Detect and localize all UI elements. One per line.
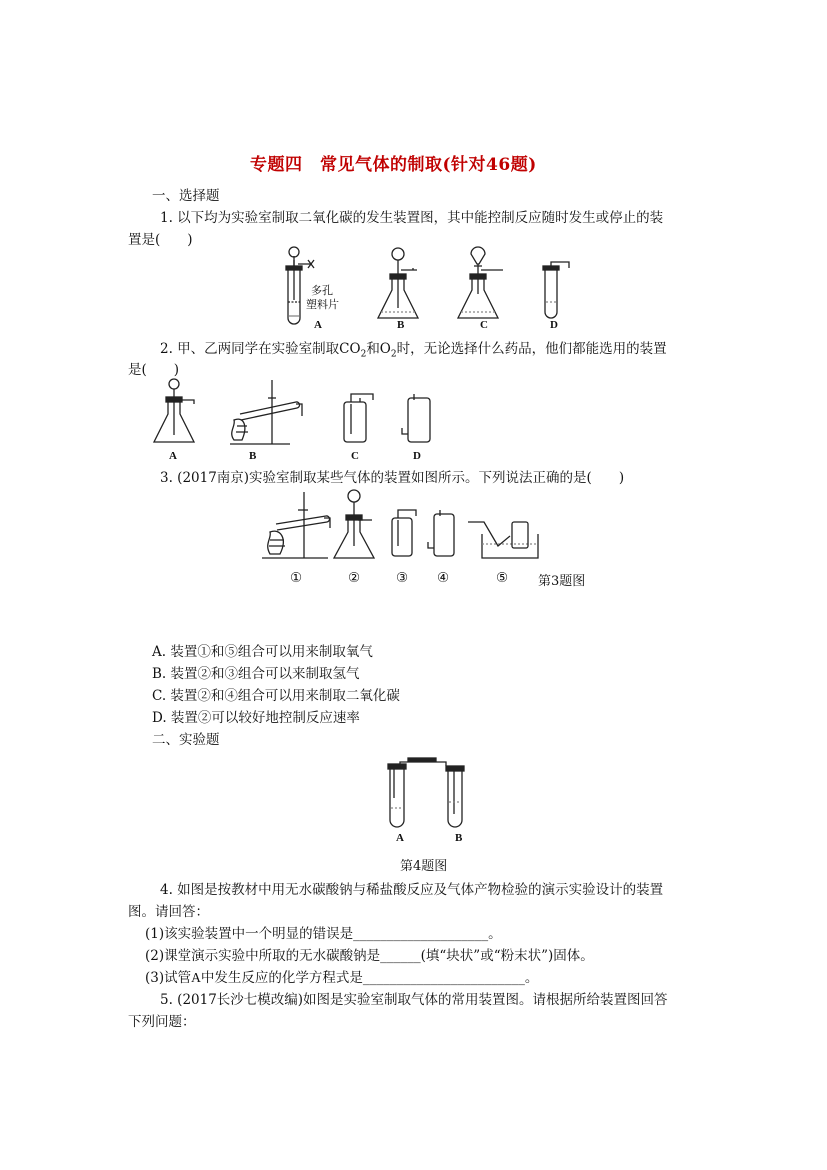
q2-label-d: D [413,450,421,462]
q4-sub1: (1)该实验装置中一个明显的错误是____________________。 [145,926,502,942]
q2-stem-line1: 2. 甲、乙两同学在实验室制取$CO_2$和$O_2$时，无论选择什么药品，他们都能选用的装置 [160,341,667,360]
q1-label-a: A [314,319,322,331]
q3-option-d: D. 装置②可以较好地控制反应速率 [152,710,360,726]
q3-apparatus-4 [428,510,454,556]
q4-stem-line2: 图。请回答： [128,904,209,920]
q2-label-c: C [351,450,359,462]
q3-label-2: ② [348,570,361,586]
q3-figure [258,488,548,568]
section-experiment-heading: 二、实验题 [152,732,220,748]
q2-stem-line2: 是( ) [128,362,180,378]
q1-stem-line1: 1. 以下均为实验室制取二氧化碳的发生装置图，其中能控制反应随时发生或停止的装 [160,210,664,226]
q1-label-c: C [480,319,488,331]
q2-apparatus-b [230,380,302,444]
q3-figure-caption: 第3题图 [538,574,586,589]
q2-apparatus-a [154,379,194,442]
q4-figure-caption: 第4题图 [400,859,448,874]
q4-sub3: (3)试管A中发生反应的化学方程式是________________________。 [145,970,539,986]
q2-apparatus-d [402,394,430,442]
q2-apparatus-c [344,394,373,442]
q3-apparatus-2 [334,490,374,558]
q4-stem-line1: 4. 如图是按教材中用无水碳酸钠与稀盐酸反应及气体产物检验的演示实验设计的装置 [160,882,664,898]
q1-plate-label-2: 塑料片 [306,298,339,311]
q3-label-1: ① [290,570,303,586]
q1-stem-line2: 置是( ) [128,232,193,248]
q4-label-b: B [455,832,463,844]
q2-label-b: B [249,450,257,462]
q4-figure [384,758,474,830]
q3-apparatus-1 [262,492,330,558]
q3-stem: 3. (2017南京)实验室制取某些气体的装置如图所示。下列说法正确的是( ) [160,470,625,486]
q3-option-c: C. 装置②和④组合可以用来制取二氧化碳 [152,688,400,704]
q1-apparatus-c [458,247,503,318]
q1-apparatus-d [543,262,569,318]
q1-apparatus-a [286,247,314,324]
q4-sub2: (2)课堂演示实验中所取的无水碳酸钠是______(填“块状”或“粉末状”)固体。 [145,948,594,964]
q1-label-b: B [397,319,405,331]
q3-option-a: A. 装置①和⑤组合可以用来制取氧气 [152,644,373,660]
q3-option-b: B. 装置②和③组合可以来制取氢气 [152,666,360,682]
q3-label-5: ⑤ [496,570,509,586]
q4-label-a: A [396,832,404,844]
q2-label-a: A [169,450,177,462]
q1-apparatus-b [378,248,418,318]
q3-label-3: ③ [396,570,409,586]
q2-figure [150,378,440,450]
section-choice-heading: 一、选择题 [152,188,220,204]
q5-stem-line1: 5. (2017长沙七模改编)如图是实验室制取气体的常用装置图。请根据所给装置图回答 [160,992,668,1008]
page-title: 专题四 常见气体的制取(针对46题) [250,155,537,175]
q3-label-4: ④ [437,570,450,586]
q3-apparatus-5 [468,522,538,558]
q5-stem-line2: 下列问题： [128,1014,196,1030]
q3-apparatus-3 [392,510,416,556]
q1-plate-label-1: 多孔 [311,284,333,297]
q1-label-d: D [550,319,558,331]
